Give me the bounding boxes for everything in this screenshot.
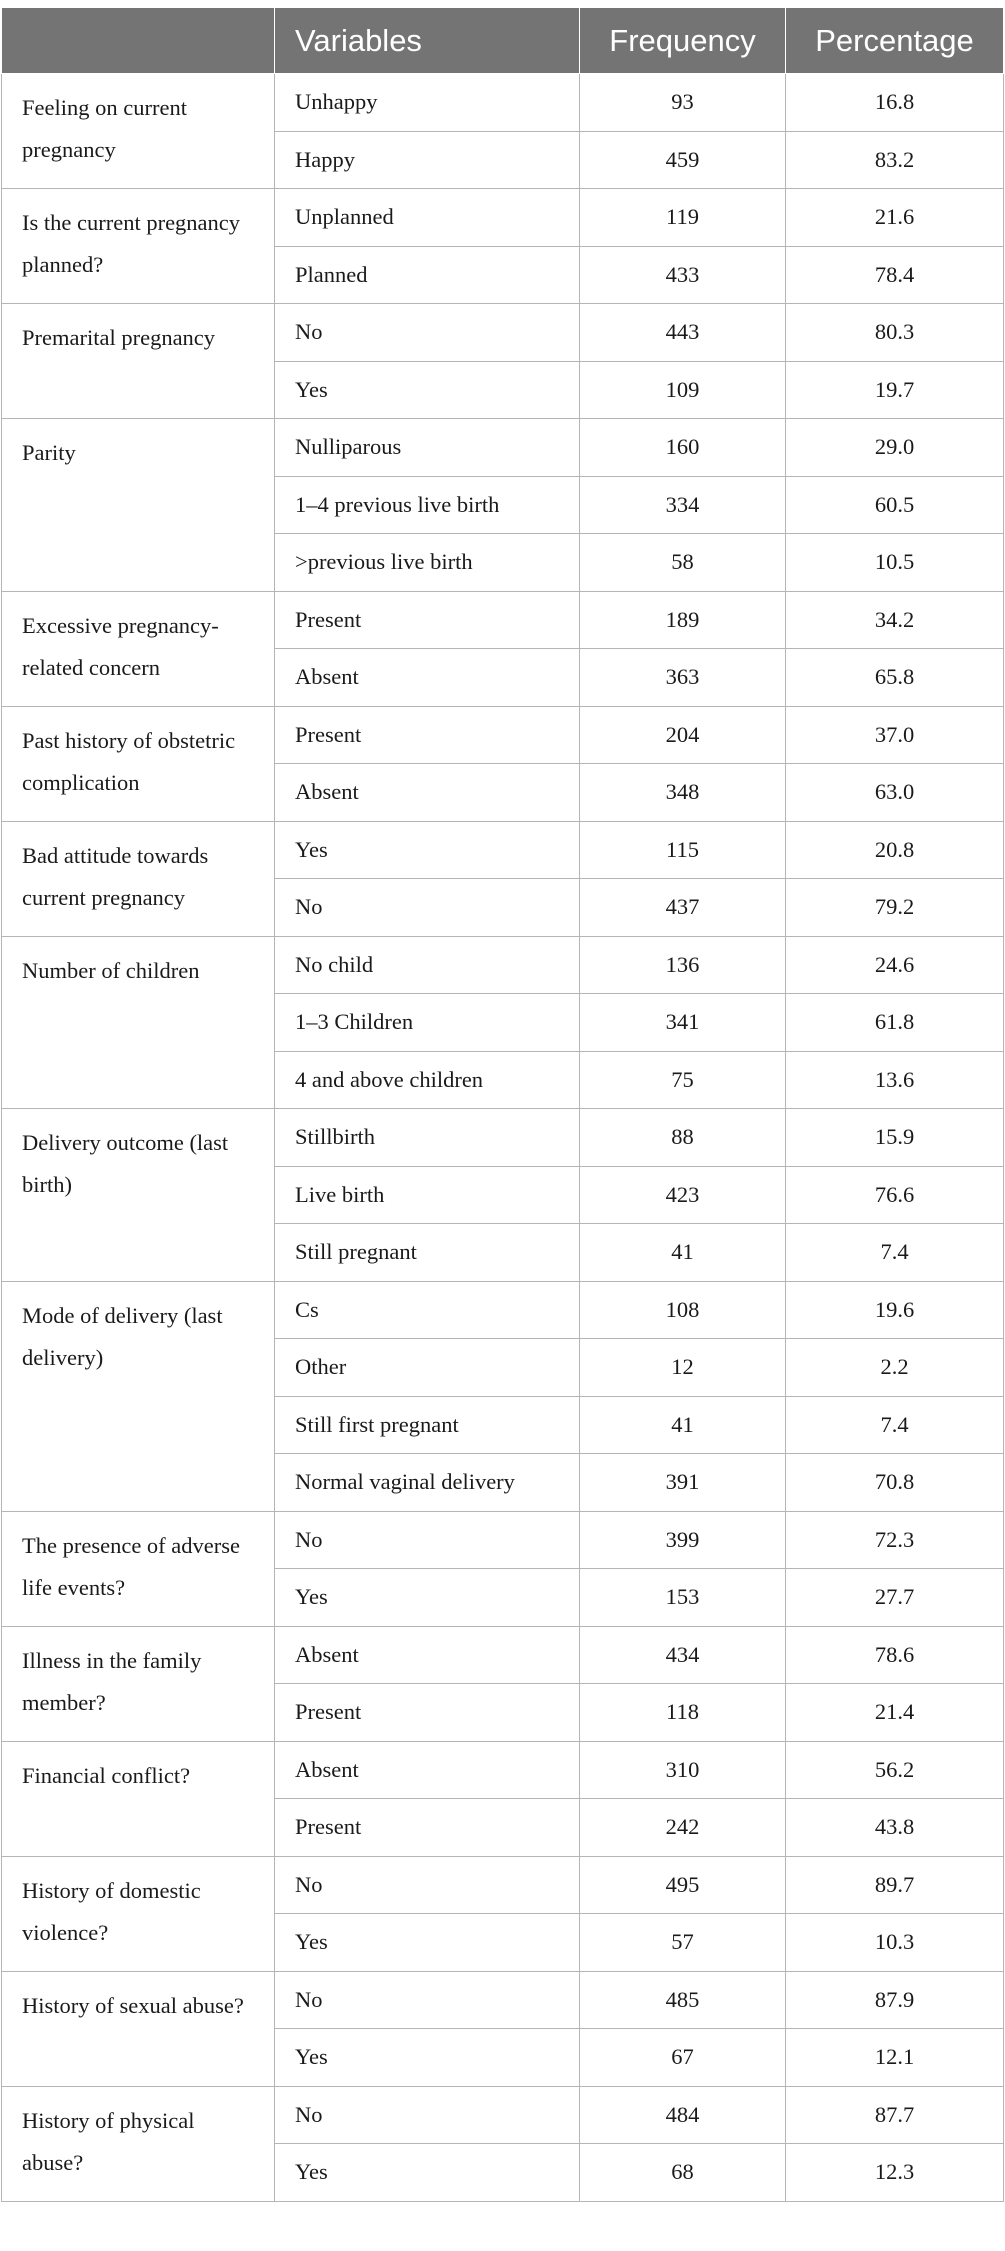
- percentage-cell: 7.4: [786, 1396, 1004, 1454]
- category-cell: Absent: [275, 649, 580, 707]
- frequency-cell: 495: [580, 1856, 786, 1914]
- variable-cell: Number of children: [2, 936, 275, 1109]
- frequency-cell: 433: [580, 246, 786, 304]
- table-row: [2, 936, 1004, 994]
- category-cell: Yes: [275, 2029, 580, 2087]
- category-cell: Present: [275, 1799, 580, 1857]
- header-percentage: Percentage: [786, 8, 1004, 74]
- variable-cell: Premarital pregnancy: [2, 304, 275, 419]
- percentage-cell: 10.3: [786, 1914, 1004, 1972]
- percentage-cell: 61.8: [786, 994, 1004, 1052]
- table-row: [2, 591, 1004, 649]
- category-cell: Present: [275, 706, 580, 764]
- frequency-cell: 363: [580, 649, 786, 707]
- percentage-cell: 70.8: [786, 1454, 1004, 1512]
- frequency-cell: 93: [580, 74, 786, 132]
- category-cell: No: [275, 879, 580, 937]
- frequency-cell: 57: [580, 1914, 786, 1972]
- percentage-cell: 87.7: [786, 2086, 1004, 2144]
- variable-cell: Past history of obstetric complication: [2, 706, 275, 821]
- category-cell: Yes: [275, 1914, 580, 1972]
- frequency-cell: 108: [580, 1281, 786, 1339]
- category-cell: No: [275, 304, 580, 362]
- variable-cell: Financial conflict?: [2, 1741, 275, 1856]
- frequency-cell: 160: [580, 419, 786, 477]
- percentage-cell: 72.3: [786, 1511, 1004, 1569]
- category-cell: Present: [275, 591, 580, 649]
- table-row: [2, 1626, 1004, 1684]
- percentage-cell: 29.0: [786, 419, 1004, 477]
- table-row: [2, 1511, 1004, 1569]
- frequency-cell: 67: [580, 2029, 786, 2087]
- table-row: [2, 189, 1004, 247]
- percentage-cell: 24.6: [786, 936, 1004, 994]
- table-row: [2, 706, 1004, 764]
- percentage-cell: 2.2: [786, 1339, 1004, 1397]
- category-cell: No: [275, 1971, 580, 2029]
- frequency-cell: 109: [580, 361, 786, 419]
- table-row: [2, 1109, 1004, 1167]
- percentage-cell: 65.8: [786, 649, 1004, 707]
- variable-cell: Is the current pregnancy planned?: [2, 189, 275, 304]
- table-row: [2, 304, 1004, 362]
- variable-cell: History of sexual abuse?: [2, 1971, 275, 2086]
- frequency-cell: 41: [580, 1396, 786, 1454]
- table-row: [2, 1741, 1004, 1799]
- header-frequency: Frequency: [580, 8, 786, 74]
- frequency-cell: 68: [580, 2144, 786, 2202]
- frequency-cell: 115: [580, 821, 786, 879]
- variable-cell: Delivery outcome (last birth): [2, 1109, 275, 1282]
- variable-cell: Bad attitude towards current pregnancy: [2, 821, 275, 936]
- frequency-cell: 58: [580, 534, 786, 592]
- table-header: [2, 8, 1004, 74]
- category-cell: Happy: [275, 131, 580, 189]
- category-cell: Other: [275, 1339, 580, 1397]
- category-cell: Unplanned: [275, 189, 580, 247]
- percentage-cell: 60.5: [786, 476, 1004, 534]
- percentage-cell: 19.7: [786, 361, 1004, 419]
- category-cell: Unhappy: [275, 74, 580, 132]
- category-cell: Nulliparous: [275, 419, 580, 477]
- category-cell: Present: [275, 1684, 580, 1742]
- category-cell: Normal vaginal delivery: [275, 1454, 580, 1512]
- percentage-cell: 78.4: [786, 246, 1004, 304]
- category-cell: No child: [275, 936, 580, 994]
- variable-cell: Feeling on current pregnancy: [2, 74, 275, 189]
- category-cell: Absent: [275, 1741, 580, 1799]
- category-cell: Cs: [275, 1281, 580, 1339]
- category-cell: Still first pregnant: [275, 1396, 580, 1454]
- percentage-cell: 63.0: [786, 764, 1004, 822]
- category-cell: Planned: [275, 246, 580, 304]
- frequency-cell: 437: [580, 879, 786, 937]
- table-body: [2, 74, 1004, 2202]
- frequency-cell: 242: [580, 1799, 786, 1857]
- category-cell: No: [275, 1856, 580, 1914]
- data-table-container: [1, 8, 1003, 2202]
- frequency-cell: 484: [580, 2086, 786, 2144]
- frequency-cell: 310: [580, 1741, 786, 1799]
- percentage-cell: 19.6: [786, 1281, 1004, 1339]
- category-cell: No: [275, 1511, 580, 1569]
- table-row: [2, 419, 1004, 477]
- category-cell: 1–3 Children: [275, 994, 580, 1052]
- category-cell: Stillbirth: [275, 1109, 580, 1167]
- frequency-cell: 434: [580, 1626, 786, 1684]
- frequency-cell: 88: [580, 1109, 786, 1167]
- percentage-cell: 21.4: [786, 1684, 1004, 1742]
- variable-cell: Excessive pregnancy-related concern: [2, 591, 275, 706]
- table-row: [2, 821, 1004, 879]
- category-cell: Absent: [275, 1626, 580, 1684]
- category-cell: Live birth: [275, 1166, 580, 1224]
- frequency-cell: 118: [580, 1684, 786, 1742]
- percentage-cell: 20.8: [786, 821, 1004, 879]
- percentage-cell: 83.2: [786, 131, 1004, 189]
- category-cell: No: [275, 2086, 580, 2144]
- frequency-cell: 189: [580, 591, 786, 649]
- frequency-cell: 334: [580, 476, 786, 534]
- percentage-cell: 7.4: [786, 1224, 1004, 1282]
- category-cell: Still pregnant: [275, 1224, 580, 1282]
- frequency-cell: 341: [580, 994, 786, 1052]
- table-row: [2, 74, 1004, 132]
- variable-cell: The presence of adverse life events?: [2, 1511, 275, 1626]
- variable-cell: Illness in the family member?: [2, 1626, 275, 1741]
- percentage-cell: 56.2: [786, 1741, 1004, 1799]
- variable-cell: Mode of delivery (last delivery): [2, 1281, 275, 1511]
- category-cell: Yes: [275, 1569, 580, 1627]
- table-row: [2, 1971, 1004, 2029]
- variable-cell: Parity: [2, 419, 275, 592]
- table-row: [2, 1281, 1004, 1339]
- variable-cell: History of domestic violence?: [2, 1856, 275, 1971]
- percentage-cell: 79.2: [786, 879, 1004, 937]
- percentage-cell: 78.6: [786, 1626, 1004, 1684]
- percentage-cell: 13.6: [786, 1051, 1004, 1109]
- frequency-cell: 119: [580, 189, 786, 247]
- percentage-cell: 12.1: [786, 2029, 1004, 2087]
- category-cell: Absent: [275, 764, 580, 822]
- percentage-cell: 34.2: [786, 591, 1004, 649]
- frequency-cell: 153: [580, 1569, 786, 1627]
- percentage-cell: 21.6: [786, 189, 1004, 247]
- variable-cell: History of physical abuse?: [2, 2086, 275, 2201]
- category-cell: 1–4 previous live birth: [275, 476, 580, 534]
- frequency-cell: 459: [580, 131, 786, 189]
- frequency-cell: 391: [580, 1454, 786, 1512]
- frequency-cell: 485: [580, 1971, 786, 2029]
- percentage-cell: 43.8: [786, 1799, 1004, 1857]
- frequency-cell: 136: [580, 936, 786, 994]
- percentage-cell: 87.9: [786, 1971, 1004, 2029]
- percentage-cell: 80.3: [786, 304, 1004, 362]
- table-row: [2, 2086, 1004, 2144]
- table-row: [2, 1856, 1004, 1914]
- percentage-cell: 15.9: [786, 1109, 1004, 1167]
- category-cell: Yes: [275, 361, 580, 419]
- header-blank: [2, 8, 275, 74]
- percentage-cell: 10.5: [786, 534, 1004, 592]
- frequency-cell: 41: [580, 1224, 786, 1282]
- category-cell: Yes: [275, 821, 580, 879]
- percentage-cell: 16.8: [786, 74, 1004, 132]
- percentage-cell: 89.7: [786, 1856, 1004, 1914]
- frequency-cell: 399: [580, 1511, 786, 1569]
- category-cell: Yes: [275, 2144, 580, 2202]
- frequency-cell: 12: [580, 1339, 786, 1397]
- frequency-cell: 443: [580, 304, 786, 362]
- header-row: [2, 8, 1004, 74]
- category-cell: >previous live birth: [275, 534, 580, 592]
- percentage-cell: 76.6: [786, 1166, 1004, 1224]
- header-variables: Variables: [275, 8, 580, 74]
- percentage-cell: 12.3: [786, 2144, 1004, 2202]
- frequency-cell: 75: [580, 1051, 786, 1109]
- category-cell: 4 and above children: [275, 1051, 580, 1109]
- data-table: [1, 8, 1004, 2202]
- percentage-cell: 37.0: [786, 706, 1004, 764]
- frequency-cell: 348: [580, 764, 786, 822]
- frequency-cell: 204: [580, 706, 786, 764]
- frequency-cell: 423: [580, 1166, 786, 1224]
- percentage-cell: 27.7: [786, 1569, 1004, 1627]
